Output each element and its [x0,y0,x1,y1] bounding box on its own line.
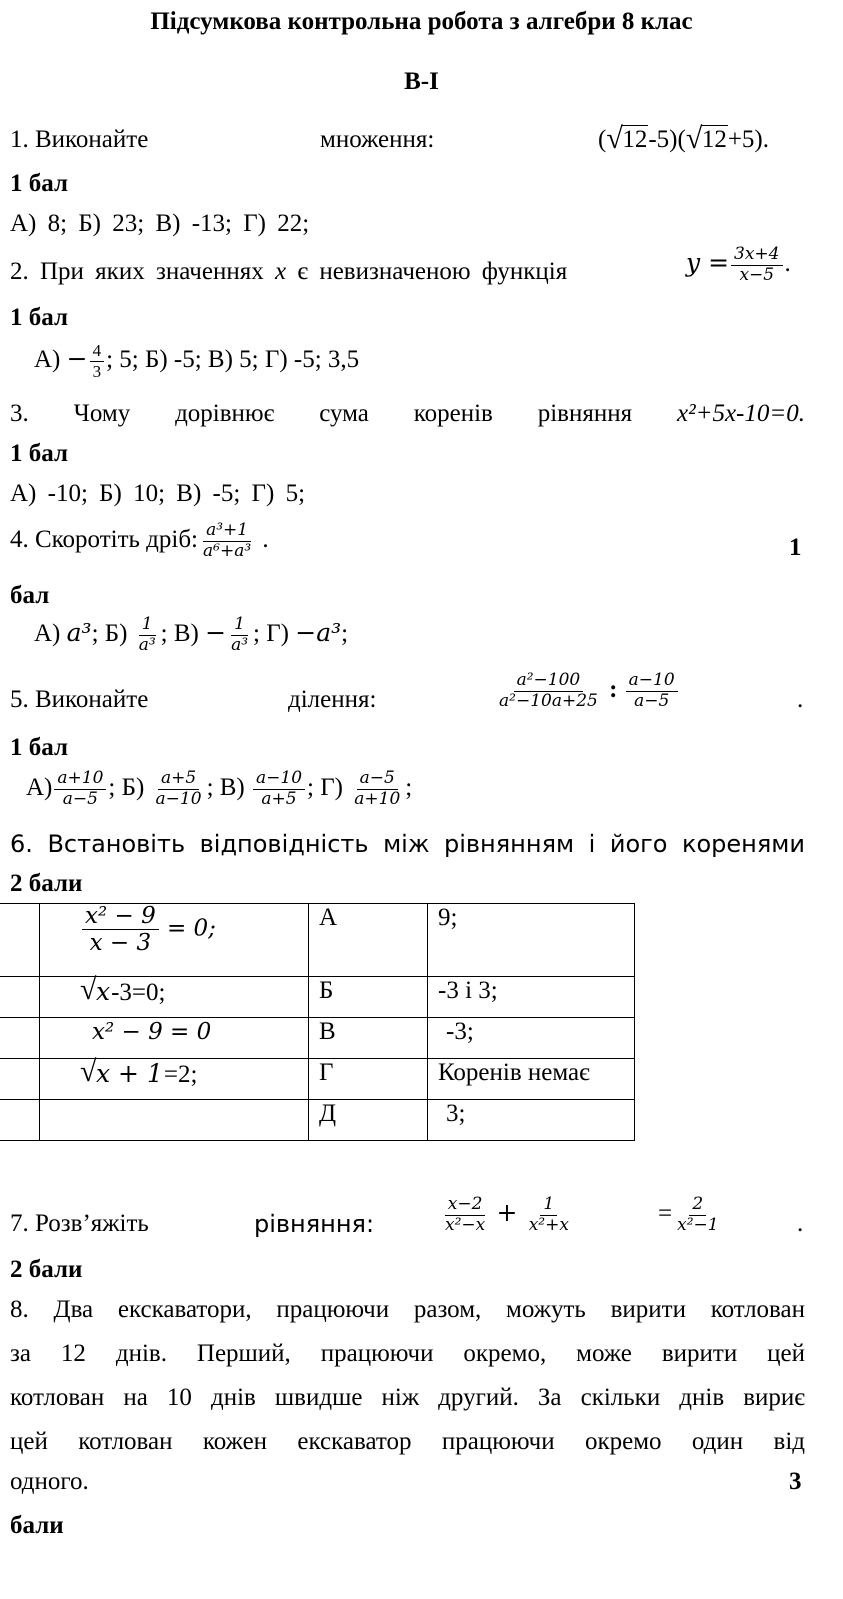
equation-3: x² − 9 = 0 [40,1018,309,1059]
q2-answers: А) − $\frac{4}{3}$ ; 5; Б) -5; В) 5; Г) -5; 3,5 [34,341,360,381]
q1-answers: А) 8; Б) 23; В) -13; Г) 22; [10,210,310,237]
page-title: Підсумкова контрольна робота з алгебри 8 клас [150,8,693,35]
root-cell: 9; [428,904,635,977]
q5-expression: $\frac{\text{a²−100}}{\text{a²−10a+25}}$ : $\frac{a-10}{a-5}$ [494,672,680,711]
q8-line-2: за 12 днів. Перший, працюючи окремо, може вирити цей [10,1340,805,1367]
matching-table [0,903,635,1141]
sqrt-sign-icon: √ 12 [606,122,648,155]
q4-answers: А) a³; Б) $\frac{1}{\text{a³}}$ ; В) − $\frac{1}{\text{a³}}$ ; Г) −a³; [34,614,349,655]
q2-points: 1 бал [10,304,68,331]
q1-points: 1 бал [10,170,68,197]
root-cell: -3 і 3; [428,977,635,1018]
equation-1: $\frac{\text{x² − 9}}{x - 3}$ = 0; [40,904,309,977]
table-cell-blank [0,904,40,977]
letter-cell: Г [309,1059,428,1100]
q7-points: 2 бали [10,1256,83,1283]
table-row [0,1059,635,1100]
q8-points-value: 3 [789,1468,802,1495]
q7-text: 7. Розв’яжіть [10,1210,149,1237]
equation-4: √ x + 1=2; [40,1059,309,1100]
q4-points-value: 1 [789,534,802,561]
root-cell: -3; [428,1018,635,1059]
q1-word: множення: [320,126,435,153]
table-cell-blank [0,1018,40,1059]
q5-end: . [797,686,804,713]
root-cell: 3; [428,1100,635,1141]
q6-points: 2 бали [10,870,83,897]
q2-function: y = $\frac{3x+4}{x-5}$ . [686,244,791,285]
q4-points-unit: бал [10,582,50,609]
letter-cell: А [309,904,428,977]
q5-text: 5. Виконайте [10,686,149,713]
q5-points: 1 бал [10,734,68,761]
sqrt-sign-icon: √ x [80,973,111,1006]
letter-cell: Д [309,1100,428,1141]
q8-line-1: 8. Два екскаватори, працюючи разом, можуть вирити котлован [10,1296,805,1323]
q7-word: рівняння: [254,1210,375,1238]
sqrt-sign-icon: √ x + 1 [80,1055,163,1088]
table-cell-blank [40,1100,309,1141]
table-row [0,977,635,1018]
q8-line-3: котлован на 10 днів швидше ніж другий. За скільки днів вириє [10,1384,805,1411]
q4-text: 4. Скоротіть дріб: $\frac{\text{a³+1}}{\text{a⁶+a³}}$ . [10,520,269,561]
q8-points-unit: бали [10,1512,64,1539]
q7-expression: $\frac{x-2}{\text{x²−x}}$ + $\frac{1}{\text{x²+x}}$ [445,1194,569,1235]
table-row [0,1018,635,1059]
table-row [0,904,635,977]
table-row [0,1100,635,1141]
table-cell-blank [0,977,40,1018]
variant-label: В-І [404,68,439,95]
equation-2: √ x-3=0; [40,977,309,1018]
q2-text: 2. При яких значеннях x є невизначеною функція [10,258,568,285]
q7-rhs: = $\frac{2}{\text{x²−1}}$ [658,1194,719,1235]
q6-text: 6. Встановіть відповідність між рівнянням і його коренями [10,830,805,858]
q8-line-4: цей котлован кожен екскаватор працюючи окремо один від [10,1428,805,1455]
letter-cell: В [309,1018,428,1059]
q3-answers: А) -10; Б) 10; В) -5; Г) 5; [10,480,306,507]
table-cell-blank [0,1059,40,1100]
q3-text: 3. Чому дорівнює сума коренів рівняння x²+5x-10=0. [10,400,805,427]
table-cell-blank [0,1100,40,1141]
sqrt-sign-icon: √ 12 [685,122,727,155]
q3-points: 1 бал [10,440,68,467]
q7-end: . [797,1210,804,1237]
letter-cell: Б [309,977,428,1018]
q1-text: 1. Виконайте [10,126,149,153]
q5-answers: А) $\frac{a+10}{a-5}$ ; Б) $\frac{a+5}{a-10}$ ; В) $\frac{a-10}{a+5}$ ; Г) $\frac{a-5}{a+10}$ ; [26,768,413,809]
root-cell: Коренів немає [428,1059,635,1100]
q1-expression: ( √ 12-5)( √ 12+5). [598,122,769,155]
q5-word: ділення: [288,686,377,713]
q8-line-5: одного. [10,1468,89,1495]
